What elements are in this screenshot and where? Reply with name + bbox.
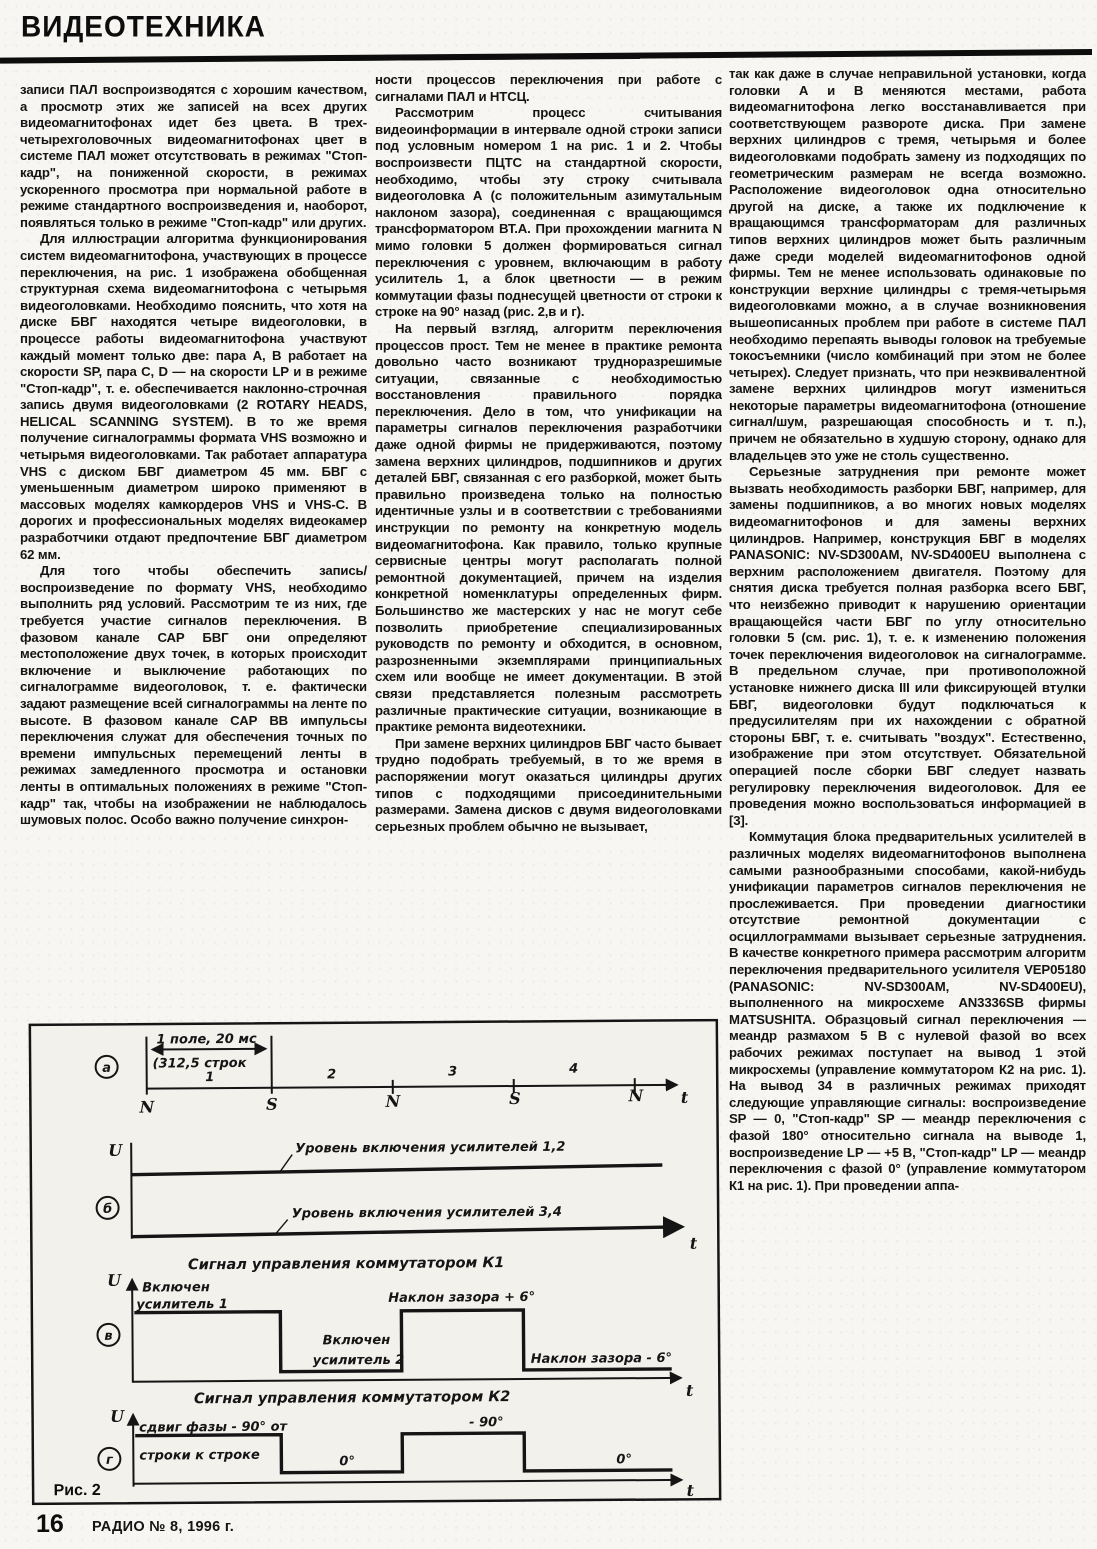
phase-shift-label-line1: сдвиг фазы - 90° от: [139, 1419, 288, 1436]
panel-a-label: а: [102, 1060, 112, 1076]
page-footer: [0, 1508, 1097, 1548]
pole-mark-n1: N: [139, 1097, 155, 1117]
pole-mark-s2: S: [509, 1088, 521, 1109]
paragraph: записи ПАЛ воспроизводятся с хорошим качеством, а просмотр этих же записей на всех других видеомагнитофонах идет без цвета. В трех-четырехголовочных видеомагнитофонах цвет в системе ПАЛ может отсутствовать в режимах "Стоп-кадр", на пониженной скорости, в режимах ускоренного просмотра при нормальной работе в режиме стандартного воспроизведения и, наоборот, появляться только в режиме "Стоп-кадр" или других.: [20, 82, 367, 230]
text-column-3: [729, 66, 1086, 1494]
panel-v-label: в: [104, 1328, 113, 1344]
paragraph: При замене верхних цилиндров БВГ часто бывает трудно подобрать требуемый, в то же время в распоряжении могут оказаться цилиндры других типов с подходящими присоединительными размерами. Замена дисков с двумя видеоголовками серьезных проблем обычно не вызывает,: [375, 735, 722, 834]
amp2-on-label-line2: усилитель 2: [312, 1352, 405, 1369]
pole-mark-s1: S: [266, 1094, 278, 1114]
amp1-on-label-line1: Включен: [142, 1280, 210, 1296]
u-axis-label-g: U: [110, 1406, 125, 1426]
figure-2-diagram: [28, 1019, 721, 1506]
t-axis-label-g: t: [686, 1480, 695, 1500]
paragraph: Рассмотрим процесс считывания видеоинформации в интервале одной строки записи под условным номером 1 на рис. 1 и 2. Чтобы воспроизвести ПЦТС на стандартной скорости, необходимо, чтобы эту строку считывала видеоголовка А (с положительным азимутальным наклоном зазора), соединенная с вращающимся трансформатором ВТ.А. При прохождении магнита N мимо головки 5 должен формироваться сигнал переключения с уровнем, включающим в работу усилитель 1, а блок цветности — в режим коммутации фазы поднесущей цветности от строки к строке на 90° назад (рис. 2,в и г).: [375, 105, 722, 320]
tilt-pos-label: Наклон зазора + 6°: [388, 1289, 536, 1306]
t-axis-label-b: t: [689, 1233, 698, 1253]
panel-g-label: г: [105, 1452, 113, 1468]
u-axis-v: [132, 1280, 133, 1383]
u-axis-label-b: U: [108, 1140, 123, 1160]
segment-4-label: 4: [569, 1061, 579, 1077]
amp2-on-label-line1: Включен: [322, 1332, 391, 1349]
paragraph: Серьезные затруднения при ремонте может вызвать необходимость разборки БВГ, например, для замены подшипников, а во многих новых моделях видеомагнитофонов и для замены верхних цилиндров. Например, конструкция БВГ в моделях PANASONIC: NV-SD300AM, NV-SD400EU выполнена с верхним расположением двигателя. Поэтому для снятия диска требуется полная разборка всего БВГ, что неизбежно приводит к нарушению ориентации вращающейся части БВГ по углу относительно головки 5 (см. рис. 1), т. е. к изменению положения точек переключения видеоголовок на сигналограмме. В предельном случае, при противоположной установке нижнего диска III или фиксирующей втулки БВГ, видеоголовки будут подключаться к предусилителям при их нахождении с обратной стороны БВГ, т. е. считывать "воздух". Естественно, изображение при этом отсутствует. Обязательной операцией после сборки БВГ следует назвать регулировку переключения видеоголовок. Для ее проведения можно воспользоваться информацией в [3].: [729, 464, 1086, 828]
paragraph: Коммутация блока предварительных усилителей в различных моделях видеомагнитофонов выполнена самыми разнообразными способами, какой-нибудь унификации параметров сигналов переключения не прослеживается. При проведении диагностики отсутствие ремонтной документации с осциллограммами вызывает серьезные затруднения. В качестве конкретного примера рассмотрим алгоритм переключения предварительного усилителя VEP05180 (PANASONIC: NV-SD300AM, NV-SD400EU), выполненного на микросхеме AN3336SB фирмы MATSUSHITA. Образцовый сигнал переключения — меандр размахом 5 В с нулевой фазой во всех рабочих режимах поступает на вывод 1 этой микросхемы (управление коммутатором К2 на рис. 1). На вывод 34 в различных режимах приходят следующие управляющие сигналы: воспроизведение SP — 0, "Стоп-кадр" SP — меандр переключения с фазой 180° относительно сигнала на выводе 1, воспроизведение LP — +5 В, "Стоп-кадр" LP — меандр переключения с фазой 0° (управление коммутатором К1 на рис. 1). При проведении аппа-: [729, 829, 1086, 1193]
tilt-neg-label: Наклон зазора - 6°: [530, 1350, 673, 1367]
figure-caption: Рис. 2: [53, 1481, 101, 1500]
amp1-on-label-line2: усилитель 1: [136, 1297, 228, 1313]
pole-mark-n3: N: [628, 1086, 644, 1106]
k1-heading: Сигнал управления коммутатором К1: [187, 1255, 505, 1274]
paragraph: На первый взгляд, алгоритм переключения процессов прост. Тем не менее в практике ремонта довольно часто возникают трудноразрешимые ситуации, связанные с необходимостью восстановления правильного порядка переключения. Дело в том, что унификации на параметры сигналов переключения разработчики даже одной фирмы не придерживаются, поэтому замена верхних цилиндров, подшипников и других деталей БВГ, связанная с его разборкой, может быть правильно произведена только на полностью идентичные узлы и в соответствии с требованиями инструкции по ремонту на конкретную модель видеомагнитофона. Как правило, только крупные сервисные центры могут располагать полной ремонтной документацией, причем на изделия конкретной номенклатуры определенных фирм. Большинство же мастерских у нас не могут себе позволить приобретение специализированных руководств по ремонту и обходится, в основном, разрозненными экземплярами принципиальных схем или вообще не имеет документации. В этой связи представляется полезным рассмотреть различные практические ситуации, возникающие в практике ремонта видеотехники.: [375, 320, 722, 735]
figure-2: [28, 1019, 721, 1506]
text-column-2: [375, 72, 722, 1016]
k2-heading: Сигнал управления коммутатором К2: [193, 1389, 511, 1408]
u-axis-b: [131, 1143, 132, 1239]
paragraph: Для иллюстрации алгоритма функционирования систем видеомагнитофона, участвующих в процессе переключения, на рис. 1 изображена обобщенная структурная схема видеомагнитофона с четырьмя видеоголовками. Необходимо пояснить, что хотя на диске БВГ находятся четыре видеоголовки, в процессе работы видеомагнитофона участвуют каждый момент только две: пара А, В работает на скорости SP, пара С, D — на скорости LP и в режиме "Стоп-кадр", т. е. обеспечивается наклонно-строчная запись двумя видеоголовками (2 ROTARY HEADS, HELICAL SCANNING SYSTEM). В то же время получение сигналограммы формата VHS возможно и четырьмя видеоголовками. Так работает аппаратура VHS с диском БВГ диаметром 45 мм. БВГ с уменьшенным диаметром широко применяют в массовых моделях камкордеров VHS и VHS-C. В дорогих и профессиональных моделях видеокамер разработчики отдают предпочтение БВГ диаметром 62 мм.: [20, 231, 367, 562]
field-duration-label: 1 поле, 20 мс: [156, 1031, 257, 1048]
t-axis-label-a: t: [680, 1087, 689, 1107]
paragraph: Для того чтобы обеспечить запись/воспроизведение по формату VHS, необходимо выполнить ряд условий. Рассмотрим те из них, где требуется участие сигналов переключения. В фазовом канале САР БВГ они определяют местоположение двух точек, в которых происходит включение и выключение работающих по сигналограмме видеоголовок, т. е. фактически задают размещение всей сигналограммы на ленте по высоте. В фазовом канале САР ВВ импульсы переключения служат для обеспечения точных по времени импульсных перемещений ленты в режимах замедленного просмотра и остановки ленты в оптимальных положениях в режиме "Стоп-кадр" так, чтобы на изображении не наблюдалось шумовых полос. Особо важно получение синхрон-: [20, 563, 367, 828]
field-span-arrow: [153, 1049, 266, 1050]
field-lines-label: (312,5 строк: [152, 1055, 247, 1072]
phase-0-second-label: 0°: [616, 1452, 632, 1468]
phase-neg90-label: - 90°: [469, 1415, 504, 1431]
pole-mark-n2: N: [385, 1091, 401, 1111]
panel-b-label: б: [103, 1201, 113, 1217]
level12-label: Уровень включения усилителей 1,2: [295, 1139, 566, 1157]
u-axis-g: [133, 1415, 134, 1487]
phase-shift-label-line2: строки к строке: [139, 1447, 260, 1464]
journal-issue: РАДИО № 8, 1996 г.: [92, 1519, 235, 1535]
section-header: ВИДЕОТЕХНИКА: [21, 10, 266, 43]
paragraph: ности процессов переключения при работе с сигналами ПАЛ и НТСЦ.: [375, 72, 722, 104]
text-column-1: [20, 82, 367, 1014]
page-number: 16: [36, 1510, 64, 1538]
t-axis-label-v: t: [685, 1380, 694, 1400]
segment-2-label: 2: [327, 1067, 337, 1083]
segment-1-label: 1: [205, 1070, 215, 1086]
paragraph: так как даже в случае неправильной установки, когда головки А и В меняются местами, работа видеомагнитофона легко восстанавливается при соответствующем развороте диска. При замене верхних цилиндров с тремя, четырьмя и более видеоголовками подобрать замену из подходящих по геометрическим размерам не всегда возможно. Расположение видеоголовок одна относительно другой на диске, а также их подключение к вращающимся трансформаторам для различных типов верхних цилиндров может быть различным даже среди моделей видеомагнитофонов одной фирмы. Тем не менее использовать одинаковые по конструкции верхние цилиндры с тремя-четырьмя видеоголовками можно, а в случае возникновения вышеописанных проблем при работе в системе ПАЛ необходимо перепаять выводы головок на требуемые токосъемники (число комбинаций при этом не более четырех). Следует признать, что при неэквивалентной замене верхних цилиндров могут измениться некоторые параметры видеомагнитофона (отношение сигнал/шум, разрешающая способность и т. п.), причем не обязательно в худшую сторону, однако для владельцев это уже не столь существенно.: [729, 66, 1086, 463]
level34-label: Уровень включения усилителей 3,4: [291, 1204, 562, 1222]
u-axis-label-v: U: [107, 1270, 122, 1290]
segment-3-label: 3: [448, 1064, 458, 1080]
phase-0-first-label: 0°: [339, 1454, 355, 1470]
